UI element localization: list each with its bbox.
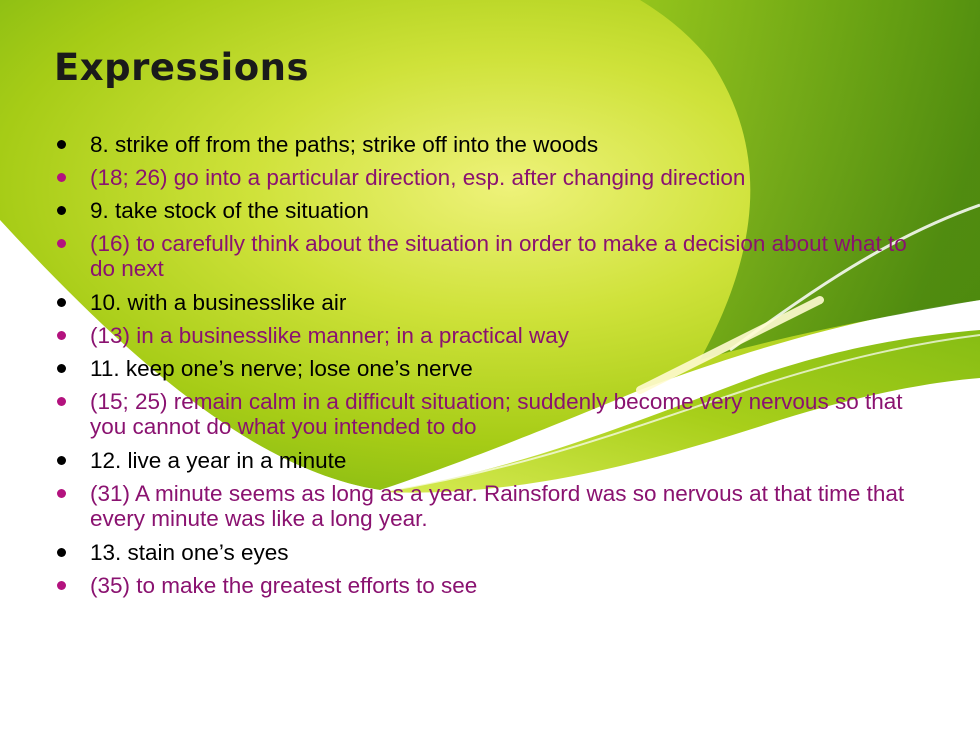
expression-text: 10. with a businesslike air xyxy=(90,290,347,315)
expression-text: 11. keep one’s nerve; lose one’s nerve xyxy=(90,356,473,381)
bullet-dot-icon xyxy=(57,140,66,149)
bullet-dot-icon xyxy=(57,298,66,307)
bullet-dot-icon xyxy=(57,206,66,215)
definition-text: (16) to carefully think about the situation in order to make a decision about what to do next xyxy=(90,231,907,281)
bullet-dot-icon xyxy=(57,397,66,406)
expression-item xyxy=(50,356,930,381)
definition-item xyxy=(50,231,930,281)
definition-text: (35) to make the greatest efforts to see xyxy=(90,573,478,598)
bullet-dot-icon xyxy=(57,456,66,465)
definition-item xyxy=(50,481,930,531)
definition-item xyxy=(50,323,930,348)
definition-text: (31) A minute seems as long as a year. Rainsford was so nervous at that time that every minute was like a long year. xyxy=(90,481,905,531)
definition-item xyxy=(50,573,930,598)
expression-text: 13. stain one’s eyes xyxy=(90,540,289,565)
expression-item xyxy=(50,448,930,473)
definition-text: (18; 26) go into a particular direction, esp. after changing direction xyxy=(90,165,746,190)
bullet-dot-icon xyxy=(57,173,66,182)
expression-text: 12. live a year in a minute xyxy=(90,448,347,473)
bullet-dot-icon xyxy=(57,239,66,248)
expression-item xyxy=(50,132,930,157)
definition-text: (13) in a businesslike manner; in a practical way xyxy=(90,323,569,348)
expression-text: 8. strike off from the paths; strike off into the woods xyxy=(90,132,599,157)
expressions-list xyxy=(50,132,930,606)
bullet-dot-icon xyxy=(57,364,66,373)
slide-title: Expressions xyxy=(54,46,309,89)
expression-item xyxy=(50,198,930,223)
expression-item xyxy=(50,290,930,315)
bullet-dot-icon xyxy=(57,548,66,557)
expression-text: 9. take stock of the situation xyxy=(90,198,369,223)
definition-item xyxy=(50,389,930,439)
bullet-dot-icon xyxy=(57,581,66,590)
definition-item xyxy=(50,165,930,190)
expression-item xyxy=(50,540,930,565)
bullet-dot-icon xyxy=(57,489,66,498)
bullet-dot-icon xyxy=(57,331,66,340)
definition-text: (15; 25) remain calm in a difficult situation; suddenly become very nervous so that you cannot do what you intended to do xyxy=(90,389,903,439)
